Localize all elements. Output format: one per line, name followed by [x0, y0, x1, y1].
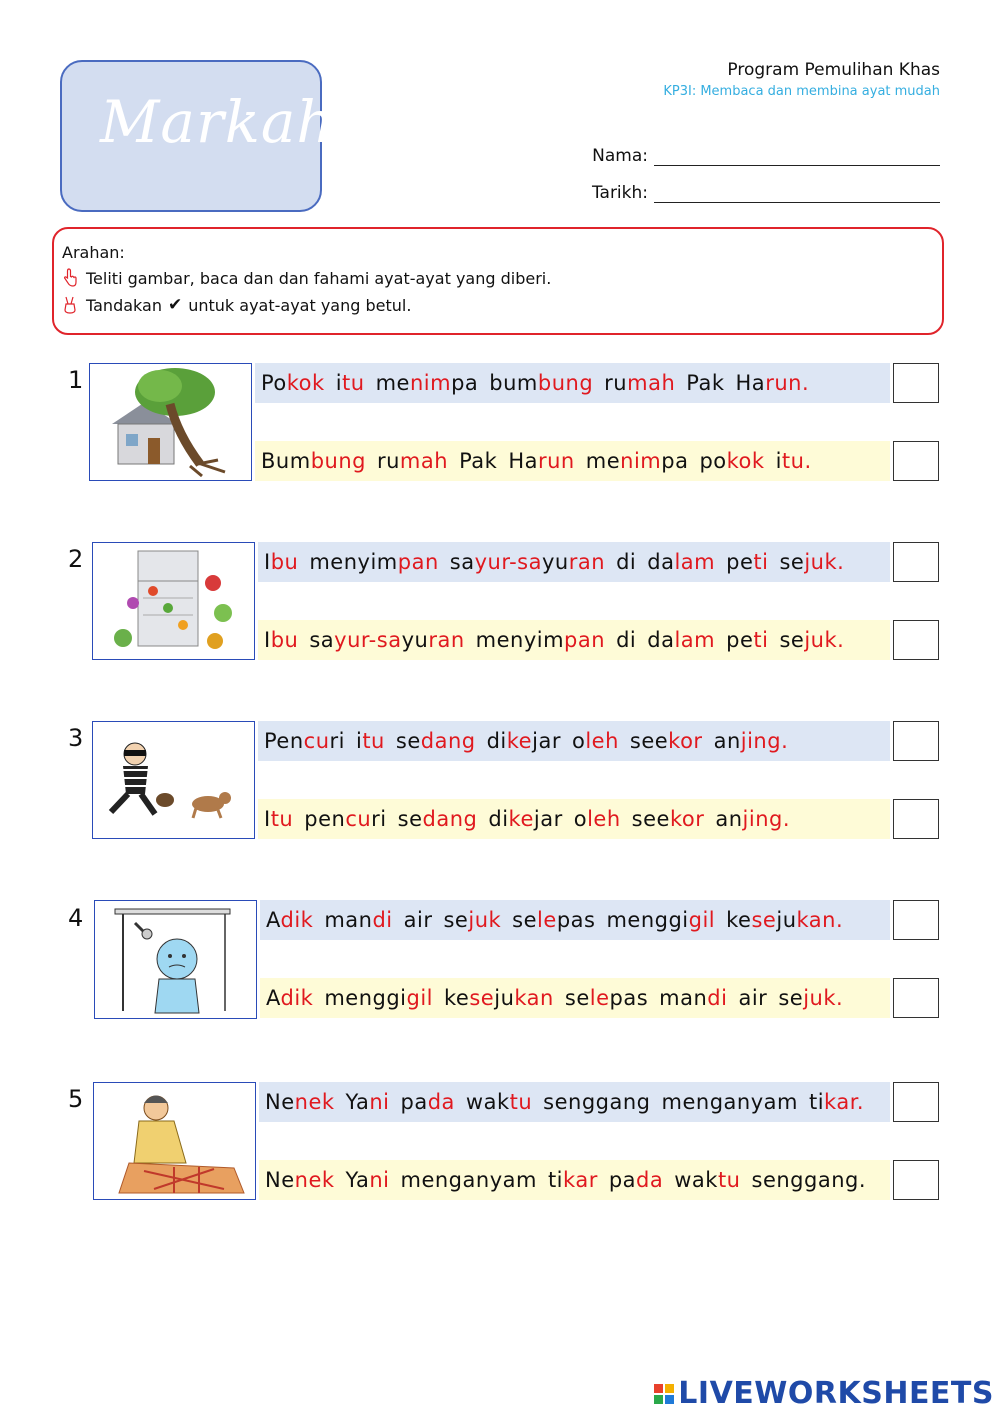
sentence-word: bumbung: [489, 371, 594, 395]
sentence-word: oleh: [573, 807, 621, 831]
fridge-illustration: [93, 543, 253, 658]
date-field-row: [592, 183, 940, 203]
sentence-word: mandi: [324, 908, 393, 932]
sentence-word: kesejukan.: [726, 908, 844, 932]
sentence-word: menyimpan: [309, 550, 439, 574]
sentence-4b: [260, 978, 890, 1018]
sentence-word: dalam: [647, 628, 716, 652]
sentence-2a: [258, 542, 890, 582]
sentence-word: Pokok: [261, 371, 325, 395]
sentence-2b: [258, 620, 890, 660]
sentence-word: mandi: [659, 986, 728, 1010]
instruction-line-2: [62, 295, 411, 315]
sentence-word: sedang: [397, 807, 478, 831]
answer-checkbox[interactable]: [893, 620, 939, 660]
hand-two-fingers-icon: [62, 295, 78, 315]
sentence-word: sejuk.: [779, 550, 845, 574]
name-input-line[interactable]: [654, 151, 940, 166]
sentence-1b: [255, 441, 890, 481]
sentence-word: dalam: [647, 550, 716, 574]
sentence-word: pada: [608, 1168, 664, 1192]
question-number: 1: [68, 366, 84, 394]
sentence-word: dikejar: [488, 807, 563, 831]
hand-one-finger-icon: [62, 268, 78, 288]
sentence-word: Pak: [459, 449, 498, 473]
sentence-word: sejuk.: [778, 986, 844, 1010]
sentence-word: sayur-sayuran: [449, 550, 606, 574]
answer-checkbox[interactable]: [893, 363, 939, 403]
sentence-word: menggigil: [324, 986, 434, 1010]
sentence-word: anjing.: [715, 807, 791, 831]
sentence-word: sedang: [395, 729, 476, 753]
sentence-word: air: [738, 986, 768, 1010]
liveworksheets-logo[interactable]: [654, 1376, 994, 1411]
question-number: 3: [68, 724, 84, 752]
question-number: 5: [68, 1085, 84, 1113]
question-number: 4: [68, 904, 84, 932]
sentence-word: tikar.: [808, 1090, 865, 1114]
answer-checkbox[interactable]: [893, 1082, 939, 1122]
date-label: Tarikh:: [591, 183, 648, 203]
sentence-4a: [260, 900, 890, 940]
instruction-line-1: [62, 268, 551, 288]
instruction-text-2a: Tandakan: [86, 295, 162, 315]
instruction-text-1: Teliti gambar, baca dan dan fahami ayat-ayat yang diberi.: [86, 268, 552, 288]
sentence-word: Yani: [345, 1168, 390, 1192]
program-title: Program Pemulihan Khas: [727, 60, 940, 80]
sentence-word: menganyam: [400, 1168, 537, 1192]
sentence-word: pokok: [699, 449, 765, 473]
grandmother-weaving-illustration: [94, 1083, 254, 1198]
sentence-word: waktu: [674, 1168, 741, 1192]
answer-checkbox[interactable]: [893, 978, 939, 1018]
sentence-word: Nenek: [265, 1090, 335, 1114]
checkmark-icon: ✔: [167, 295, 183, 315]
answer-checkbox[interactable]: [893, 721, 939, 761]
sentence-word: kesejukan: [444, 986, 554, 1010]
thief-dog-illustration: [93, 722, 253, 837]
sentence-5b: [259, 1160, 890, 1200]
sentence-word: tikar: [547, 1168, 598, 1192]
sentence-word: waktu: [465, 1090, 533, 1114]
question-image-thief: [92, 721, 255, 839]
question-image-shower: [94, 900, 257, 1019]
question-image-weaving: [93, 1082, 256, 1200]
answer-checkbox[interactable]: [893, 441, 939, 481]
question-image-fridge: [92, 542, 255, 660]
sentence-word: Ibu: [264, 550, 299, 574]
sentence-word: dikejar: [486, 729, 561, 753]
answer-checkbox[interactable]: [893, 799, 939, 839]
sentence-word: di: [616, 550, 637, 574]
sentence-word: oleh: [571, 729, 619, 753]
watermark-text: LIVEWORKSHEETS: [678, 1376, 994, 1411]
sentence-word: peti: [726, 550, 769, 574]
sentence-word: menganyam: [661, 1090, 798, 1114]
sentence-3a: [258, 721, 890, 761]
sentence-word: Itu: [264, 807, 294, 831]
answer-checkbox[interactable]: [893, 1160, 939, 1200]
sentence-word: rumah: [376, 449, 449, 473]
instruction-text-2b: untuk ayat-ayat yang betul.: [188, 295, 412, 315]
sentence-word: senggang.: [751, 1168, 867, 1192]
sentence-word: itu: [355, 729, 385, 753]
sentence-word: itu.: [775, 449, 812, 473]
sentence-word: menimpa: [585, 449, 689, 473]
sentence-word: Pak: [686, 371, 725, 395]
sentence-word: menggigil: [606, 908, 716, 932]
answer-checkbox[interactable]: [893, 542, 939, 582]
name-field-row: [592, 146, 940, 166]
sentence-word: Ibu: [264, 628, 299, 652]
sentence-word: seekor: [631, 807, 705, 831]
sentence-word: pada: [400, 1090, 455, 1114]
sentence-word: sejuk: [443, 908, 502, 932]
sentence-word: Bumbung: [261, 449, 366, 473]
sentence-word: Adik: [266, 908, 314, 932]
score-label: Markah: [100, 88, 335, 156]
sentence-word: Harun: [508, 449, 575, 473]
sentence-word: pencuri: [304, 807, 387, 831]
sentence-word: Nenek: [265, 1168, 335, 1192]
date-input-line[interactable]: [654, 188, 940, 203]
tree-house-illustration: [90, 364, 250, 479]
sentence-word: senggang: [543, 1090, 651, 1114]
sentence-word: di: [616, 628, 637, 652]
sentence-word: sejuk.: [779, 628, 845, 652]
sentence-word: sayur-sayuran: [309, 628, 465, 652]
shivering-child-illustration: [95, 901, 255, 1016]
question-image-tree: [89, 363, 252, 481]
skill-subtitle: KP3I: Membaca dan membina ayat mudah: [663, 84, 940, 99]
answer-checkbox[interactable]: [893, 900, 939, 940]
sentence-word: selepas: [512, 908, 596, 932]
sentence-word: air: [403, 908, 433, 932]
sentence-word: Harun.: [735, 371, 810, 395]
sentence-word: rumah: [604, 371, 676, 395]
sentence-word: menyimpan: [475, 628, 606, 652]
sentence-word: itu: [335, 371, 365, 395]
sentence-1a: [255, 363, 890, 403]
sentence-word: Yani: [345, 1090, 390, 1114]
logo-grid-icon: [654, 1384, 674, 1404]
sentence-word: anjing.: [713, 729, 789, 753]
sentence-word: Pencuri: [264, 729, 345, 753]
sentence-word: menimpa: [375, 371, 479, 395]
name-label: Nama:: [592, 146, 648, 166]
instructions-title: Arahan:: [62, 243, 125, 262]
sentence-5a: [259, 1082, 890, 1122]
sentence-word: Adik: [266, 986, 314, 1010]
sentence-word: peti: [726, 628, 769, 652]
sentence-word: selepas: [564, 986, 649, 1010]
sentence-word: seekor: [629, 729, 703, 753]
sentence-3b: [258, 799, 890, 839]
question-number: 2: [68, 545, 84, 573]
